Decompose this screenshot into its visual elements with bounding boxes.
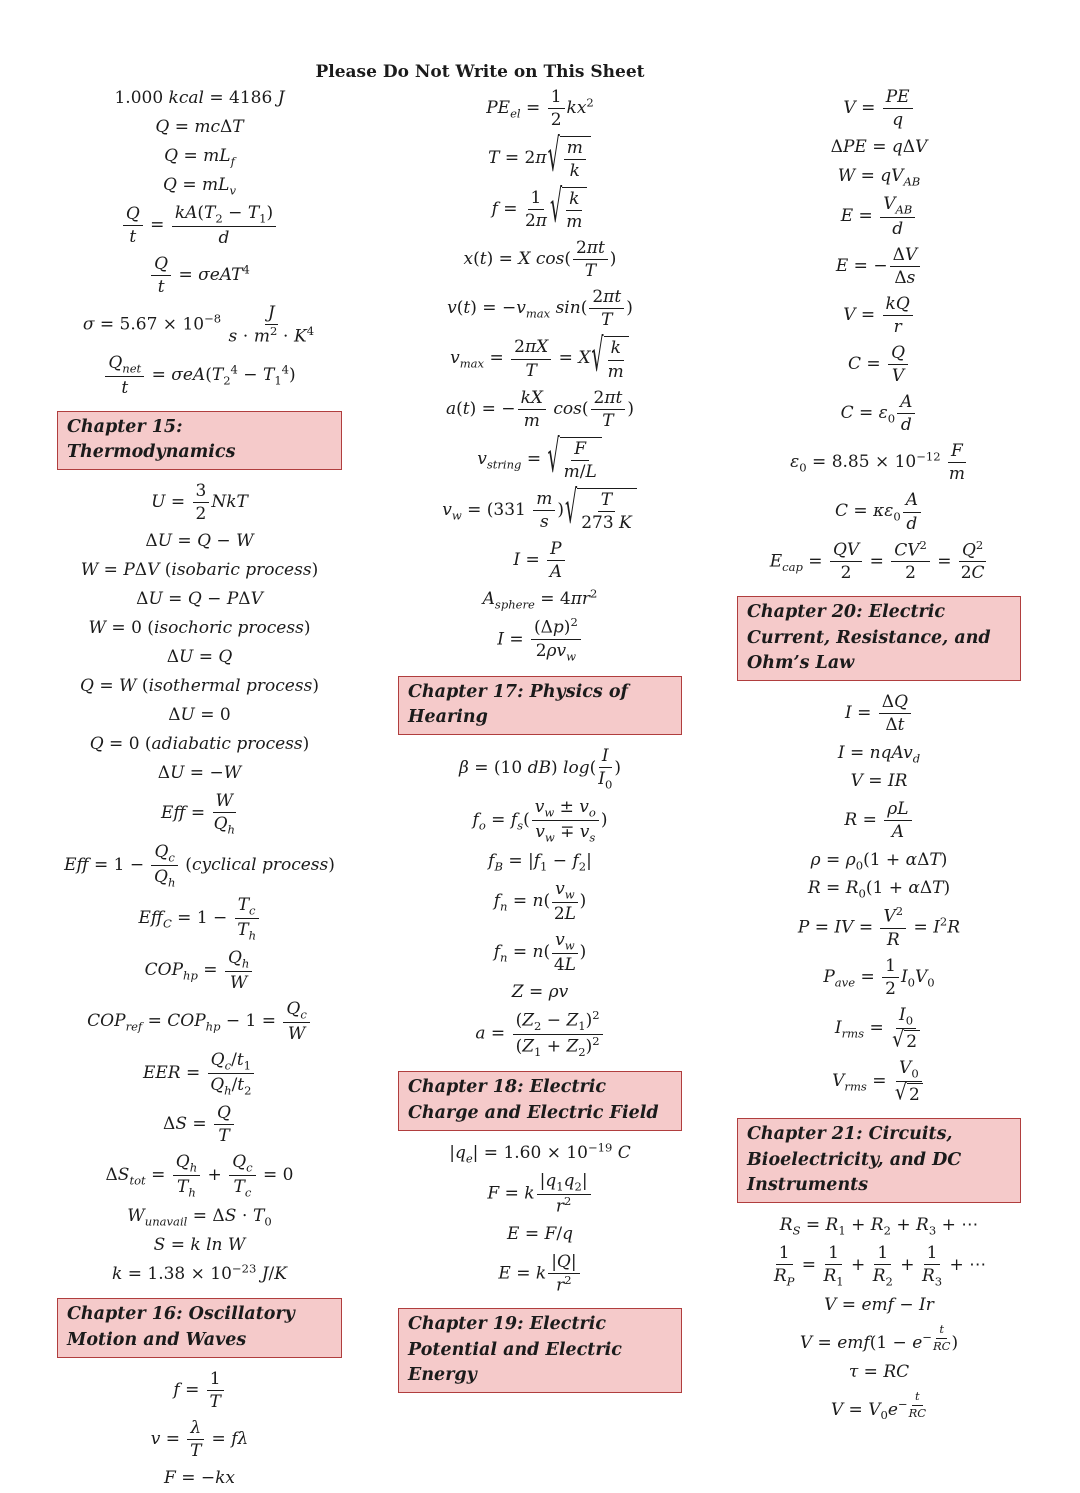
radical-sign: √ <box>547 130 560 183</box>
formula: $f_n = n$( $\frac{v_w}{2L}$ ) <box>493 879 587 925</box>
chapter-header: Chapter 16: Oscillatory Motion and Waves <box>57 1298 342 1358</box>
column-middle <box>398 84 682 1401</box>
formula: F = k $\frac{|q_1q_2|}{r^2}$ <box>487 1171 592 1217</box>
formula: f = $\frac{1}{2\pi}$ √ $\frac{k}{m}$ <box>492 187 589 232</box>
formula: C = $\frac{Q}{V}$ <box>848 343 910 386</box>
formula: $W_{unavail} = \Delta S \cdot T_0$ <box>127 1205 272 1229</box>
radical-sign: √ <box>591 330 604 383</box>
radical-sign: √ <box>892 1026 905 1053</box>
chapter-header: Chapter 20: Electric Current, Resistance, and Ohm’s Law <box>737 596 1021 681</box>
formula: $R_S = R_1 + R_2 + R_3$ + ⋯ <box>779 1215 979 1238</box>
formula: $C = \varepsilon_0$ $\frac{A}{d}$ <box>841 392 918 435</box>
radical-sign: √ <box>547 430 560 484</box>
formula: V = $\frac{PE}{q}$ <box>843 87 914 130</box>
formula: $v_w = (331$ $\frac{m}{s}$ ) √ $\frac{T}{273 K}$ <box>442 488 638 533</box>
formula: E = F/q <box>507 1223 573 1244</box>
radical-sign: √ <box>549 181 563 234</box>
formula: $\Delta S_{tot}$ = $\frac{Q_h}{T_h}$ + $\frac{Q_c}{T_c}$ = 0 <box>105 1151 294 1200</box>
formula: $|q_e| = 1.60 \times 10^{-19}$ C <box>449 1140 631 1166</box>
formula: Z = ρv <box>511 982 569 1003</box>
chapter-header: Chapter 18: Electric Charge and Electric Field <box>398 1071 682 1131</box>
formula: $v(t) = -v_{max}$ sin( $\frac{2\pi t}{T}$ ) <box>447 287 633 331</box>
formula: ΔU = Q − W <box>145 531 254 552</box>
formula: I = $\frac{(\Delta p)^2}{2\rho v_w}$ <box>497 617 583 663</box>
formula: R = $\frac{\rho L}{A}$ <box>844 799 913 842</box>
formula: $f_B = |f_1 - f_2|$ <box>488 851 592 874</box>
formula: S = k ln W <box>153 1234 246 1255</box>
formula: $\sigma = 5.67 \times 10^{-8}$ $\frac{J}{s \cdot m^2 \cdot K^4}$ <box>82 302 315 347</box>
formula: $V_{rms}$ = $V_0$ √ 2 <box>832 1058 926 1105</box>
formula: $I_{rms}$ = $I_0$ √ 2 <box>835 1005 923 1052</box>
formula: ΔU = −W <box>157 762 242 783</box>
formula: $\rho = \rho_0(1 + \alpha\Delta T)$ <box>810 849 948 872</box>
formula: W = 0 (isochoric process) <box>88 618 311 639</box>
formula: E = − $\frac{\Delta V}{\Delta s}$ <box>836 245 922 288</box>
formula: T = 2π √ $\frac{m}{k}$ <box>488 136 592 181</box>
formula: $V = emf(1 - e^{- \frac{t}{RC}}$ ) <box>799 1322 959 1354</box>
radical-sign: √ <box>894 1079 908 1106</box>
formula: x(t) = X cos( $\frac{2\pi t}{T}$ ) <box>463 238 617 282</box>
formula: $\frac{Q}{t}$ = σeAT$^4$ <box>149 254 250 297</box>
formula: $P_{ave}$ = $\frac{1}{2}$ $I_0V_0$ <box>823 956 935 1000</box>
formula: $A_{sphere} = 4\pi r^2$ <box>482 586 598 612</box>
formula: EER = $\frac{Q_c/t_1}{Q_h/t_2}$ <box>143 1050 256 1097</box>
formula: $\frac{Q_{net}}{t}$ = $\sigma eA(T_2^4 - T_1^4)$ <box>103 353 295 398</box>
chapter-header: Chapter 17: Physics of Hearing <box>398 676 682 736</box>
formula: ΔPE = qΔV <box>830 137 928 158</box>
sheet-title: Please Do Not Write on This Sheet <box>315 62 645 82</box>
formula: v = $\frac{\lambda}{T}$ = fλ <box>150 1418 249 1462</box>
formula: F = −kx <box>164 1468 235 1489</box>
formula: ΔU = Q <box>166 647 233 668</box>
formula: W = PΔV (isobaric process) <box>80 560 319 581</box>
chapter-header: Chapter 21: Circuits, Bioelectricity, and DC Instruments <box>737 1118 1021 1203</box>
formula: 1.000 kcal = 4186 J <box>114 88 285 108</box>
formula: $C = \kappa\varepsilon_0$ $\frac{A}{d}$ <box>835 490 923 533</box>
formula: ΔU = Q − PΔV <box>136 589 263 610</box>
formula: $Q = mL_f$ <box>164 145 235 169</box>
formula: U = $\frac{3}{2}$ NkT <box>151 481 248 525</box>
chapter-header: Chapter 19: Electric Potential and Electric Energy <box>398 1308 682 1393</box>
formula: $COP_{hp}$ = $\frac{Q_h}{W}$ <box>145 948 255 993</box>
formula: $v_{max}$ = $\frac{2\pi X}{T}$ = X √ $\frac{k}{m}$ <box>450 336 630 381</box>
formula: $f_n = n$( $\frac{v_w}{4L}$ ) <box>493 930 587 976</box>
formula: Eff = 1 − $\frac{Q_c}{Q_h}$ (cyclical process) <box>64 841 335 890</box>
formula: $V = V_0e^{- \frac{t}{RC}}$ <box>830 1388 927 1423</box>
formula: $\frac{1}{R_P}$ = $\frac{1}{R_1}$ + $\frac{1}{R_2}$ + $\frac{1}{R_3}$ + ⋯ <box>773 1243 987 1289</box>
formula: $\varepsilon_0 = 8.85 \times 10^{-12}$ $\frac{F}{m}$ <box>790 441 965 485</box>
formula: $Q = mL_v$ <box>163 174 236 198</box>
formula: $\frac{Q}{t}$ = $\frac{kA(T_2 - T_1)}{d}$ <box>121 203 278 248</box>
formula: f = $\frac{1}{T}$ <box>173 1369 225 1412</box>
formula: V = emf − Ir <box>824 1295 934 1316</box>
formula: I = $\frac{P}{A}$ <box>513 539 566 582</box>
formula: I = $\frac{\Delta Q}{\Delta t}$ <box>845 692 913 735</box>
formula: $PE_{el}$ = $\frac{1}{2}$ $kx^2$ <box>486 87 594 131</box>
formula: I = nqAv$_d$ <box>837 742 921 765</box>
column-right <box>737 84 1021 1425</box>
formula: $k = 1.38 \times 10^{-23}$ J/K <box>112 1260 287 1284</box>
formula: Q = W (isothermal process) <box>80 676 319 697</box>
formula: E = k $\frac{|Q|}{r^2}$ <box>498 1252 581 1296</box>
formula: τ = RC <box>848 1362 910 1382</box>
formula: ΔS = $\frac{Q}{T}$ <box>163 1103 236 1146</box>
formula: a(t) = − $\frac{kX}{m}$ cos( $\frac{2\pi t}{T}$ ) <box>446 387 634 431</box>
formula: Q = 0 (adiabatic process) <box>89 734 310 755</box>
formula: E = $\frac{V_{AB}}{d}$ <box>841 194 918 239</box>
formula: Eff$_C$ = 1 − $\frac{T_c}{T_h}$ <box>138 895 260 942</box>
chapter-header: Chapter 15: Thermodynamics <box>57 411 342 471</box>
formula: $W = qV_{AB}$ <box>837 166 921 189</box>
formula: $R = R_0(1 + \alpha\Delta T)$ <box>807 878 951 901</box>
formula: $E_{cap}$ = $\frac{QV}{2}$ = $\frac{CV^2}{2}$ = $\frac{Q^2}{2C}$ <box>769 537 985 584</box>
formula: Q = mcΔT <box>155 116 244 137</box>
formula: Eff = $\frac{W}{Q_h}$ <box>160 790 235 837</box>
formula: $COP_{ref} = COP_{hp} - 1$ = $\frac{Q_c}{W}$ <box>87 999 312 1044</box>
formula: $v_{string}$ = √ $\frac{F}{m/L}$ <box>477 437 603 482</box>
radical-sign: √ <box>565 482 578 535</box>
formula: P = IV = $\frac{V^2}{R}$ = $I^2R$ <box>797 904 961 951</box>
formula: ΔU = 0 <box>168 705 231 726</box>
formula: V = $\frac{kQ}{r}$ <box>843 294 915 337</box>
formula: $f_o = f_s$( $\frac{v_w \pm v_o}{v_w \mp v_s}$ ) <box>472 797 608 845</box>
column-left <box>57 84 342 1493</box>
formula: a = $\frac{(Z_2 - Z_1)^2}{(Z_1 + Z_2)^2}$ <box>475 1010 604 1058</box>
formula: β = (10 dB) log( $\frac{I}{I_0}$ ) <box>459 746 621 792</box>
formula: V = IR <box>850 771 908 792</box>
